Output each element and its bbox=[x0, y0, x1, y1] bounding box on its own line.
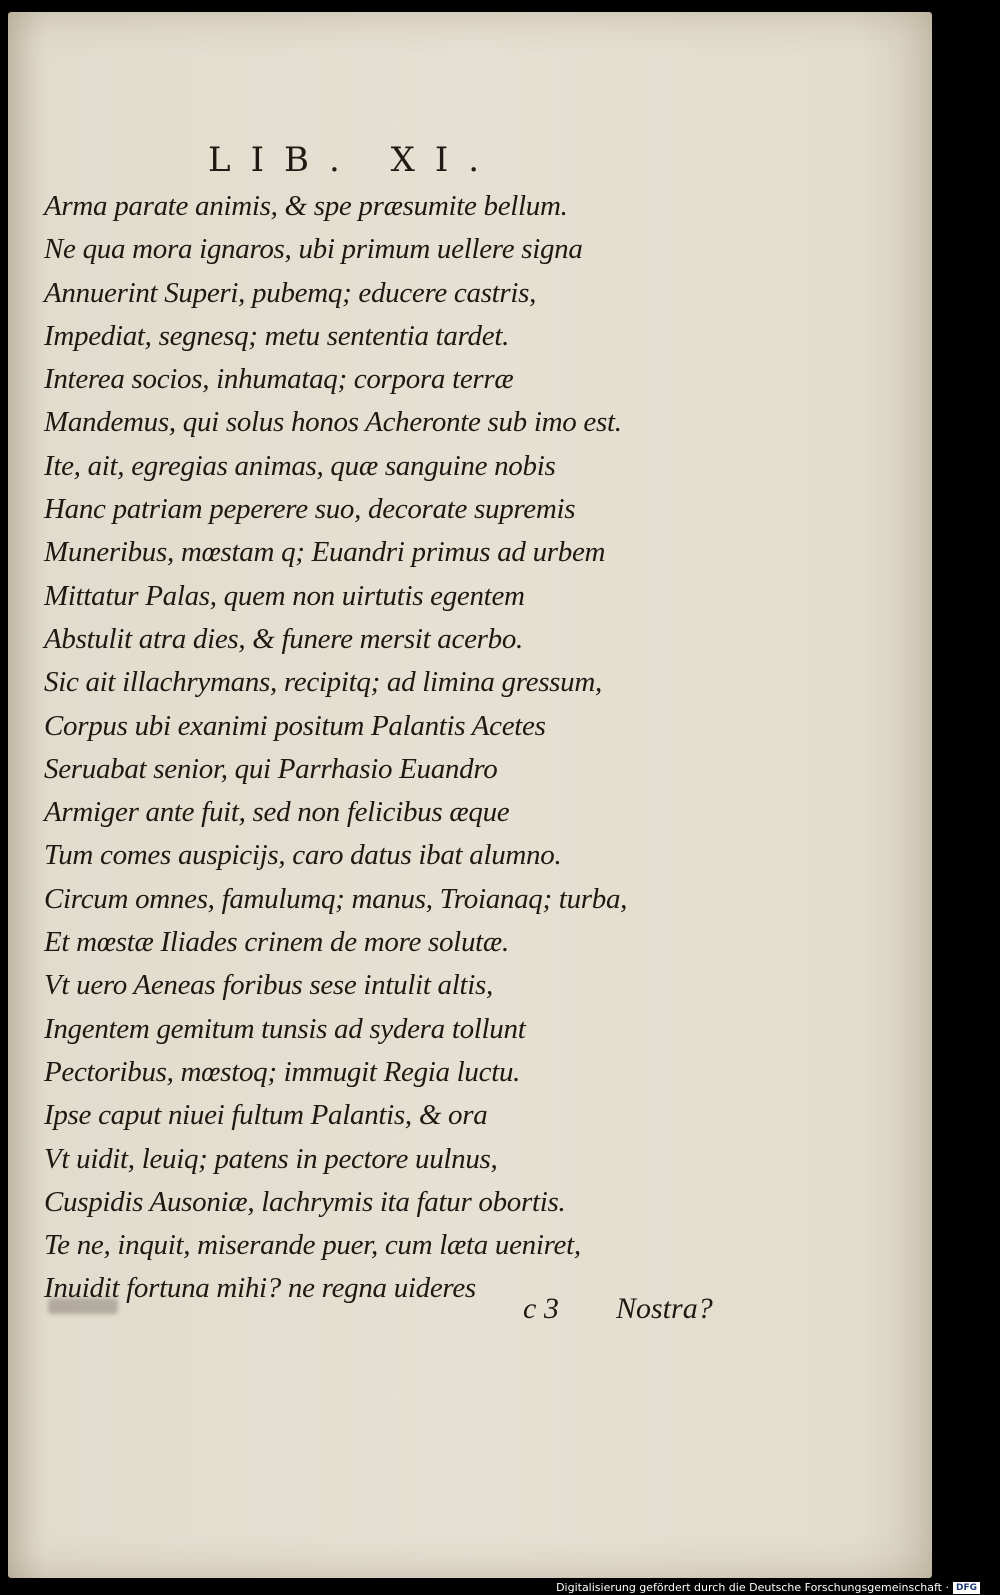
digitization-credit bbox=[556, 1581, 980, 1594]
verse-line: Seruabat senior, qui Parrhasio Euandro bbox=[44, 752, 498, 785]
credit-text: Digitalisierung gefördert durch die Deutsche Forschungsgemeinschaft · bbox=[556, 1581, 949, 1594]
verse-line: Inuidit fortuna mihi? ne regna uideres bbox=[44, 1272, 476, 1305]
verse-line: Sic ait illachrymans, recipitq; ad limina gressum, bbox=[44, 666, 602, 699]
verse-line: Ne qua mora ignaros, ubi primum uellere signa bbox=[44, 233, 583, 266]
verse-line: Mittatur Palas, quem non uirtutis egentem bbox=[44, 579, 525, 612]
verse-line: Corpus ubi exanimi positum Palantis Acetes bbox=[44, 709, 546, 742]
running-head: LIB. XI. bbox=[208, 140, 500, 180]
verse-line: Circum omnes, famulumq; manus, Troianaq; turba, bbox=[44, 882, 628, 915]
catchword: Nostra? bbox=[616, 1292, 713, 1325]
verse-text bbox=[44, 185, 627, 1311]
verse-line: Mandemus, qui solus honos Acheronte sub imo est. bbox=[44, 406, 622, 439]
verse-line: Hanc patriam peperere suo, decorate supremis bbox=[44, 493, 576, 526]
verse-line: Ingentem gemitum tunsis ad sydera tollunt bbox=[44, 1012, 526, 1045]
verse-line: Impediat, segnesq; metu sententia tardet. bbox=[44, 319, 510, 352]
signature-mark: c 3 bbox=[523, 1292, 559, 1325]
verse-line: Tum comes auspicijs, caro datus ibat alumno. bbox=[44, 839, 562, 872]
verse-line: Te ne, inquit, miserande puer, cum læta ueniret, bbox=[44, 1229, 581, 1262]
verse-line: Armiger ante fuit, sed non felicibus æque bbox=[44, 796, 510, 829]
verse-line: Abstulit atra dies, & funere mersit acerbo. bbox=[44, 622, 523, 655]
book-page bbox=[8, 12, 932, 1578]
verse-line: Vt uero Aeneas foribus sese intulit altis, bbox=[44, 969, 493, 1002]
verse-line: Et mœstæ Iliades crinem de more solutæ. bbox=[44, 926, 509, 959]
verse-line: Ite, ait, egregias animas, quæ sanguine nobis bbox=[44, 449, 556, 482]
verse-line: Interea socios, inhumataq; corpora terræ bbox=[44, 363, 514, 396]
dfg-logo: DFG bbox=[953, 1582, 980, 1594]
verse-line: Pectoribus, mœstoq; immugit Regia luctu. bbox=[44, 1055, 521, 1088]
verse-line: Cuspidis Ausoniæ, lachrymis ita fatur obortis. bbox=[44, 1185, 566, 1218]
verse-line: Vt uidit, leuiq; patens in pectore uulnus, bbox=[44, 1142, 498, 1175]
verse-line: Arma parate animis, & spe præsumite bellum. bbox=[44, 190, 568, 222]
verse-line: Muneribus, mœstam q; Euandri primus ad urbem bbox=[44, 536, 606, 569]
verse-line: Annuerint Superi, pubemq; educere castris, bbox=[44, 276, 537, 309]
ink-smudge bbox=[48, 1298, 118, 1314]
verse-line: Ipse caput niuei fultum Palantis, & ora bbox=[44, 1099, 488, 1132]
